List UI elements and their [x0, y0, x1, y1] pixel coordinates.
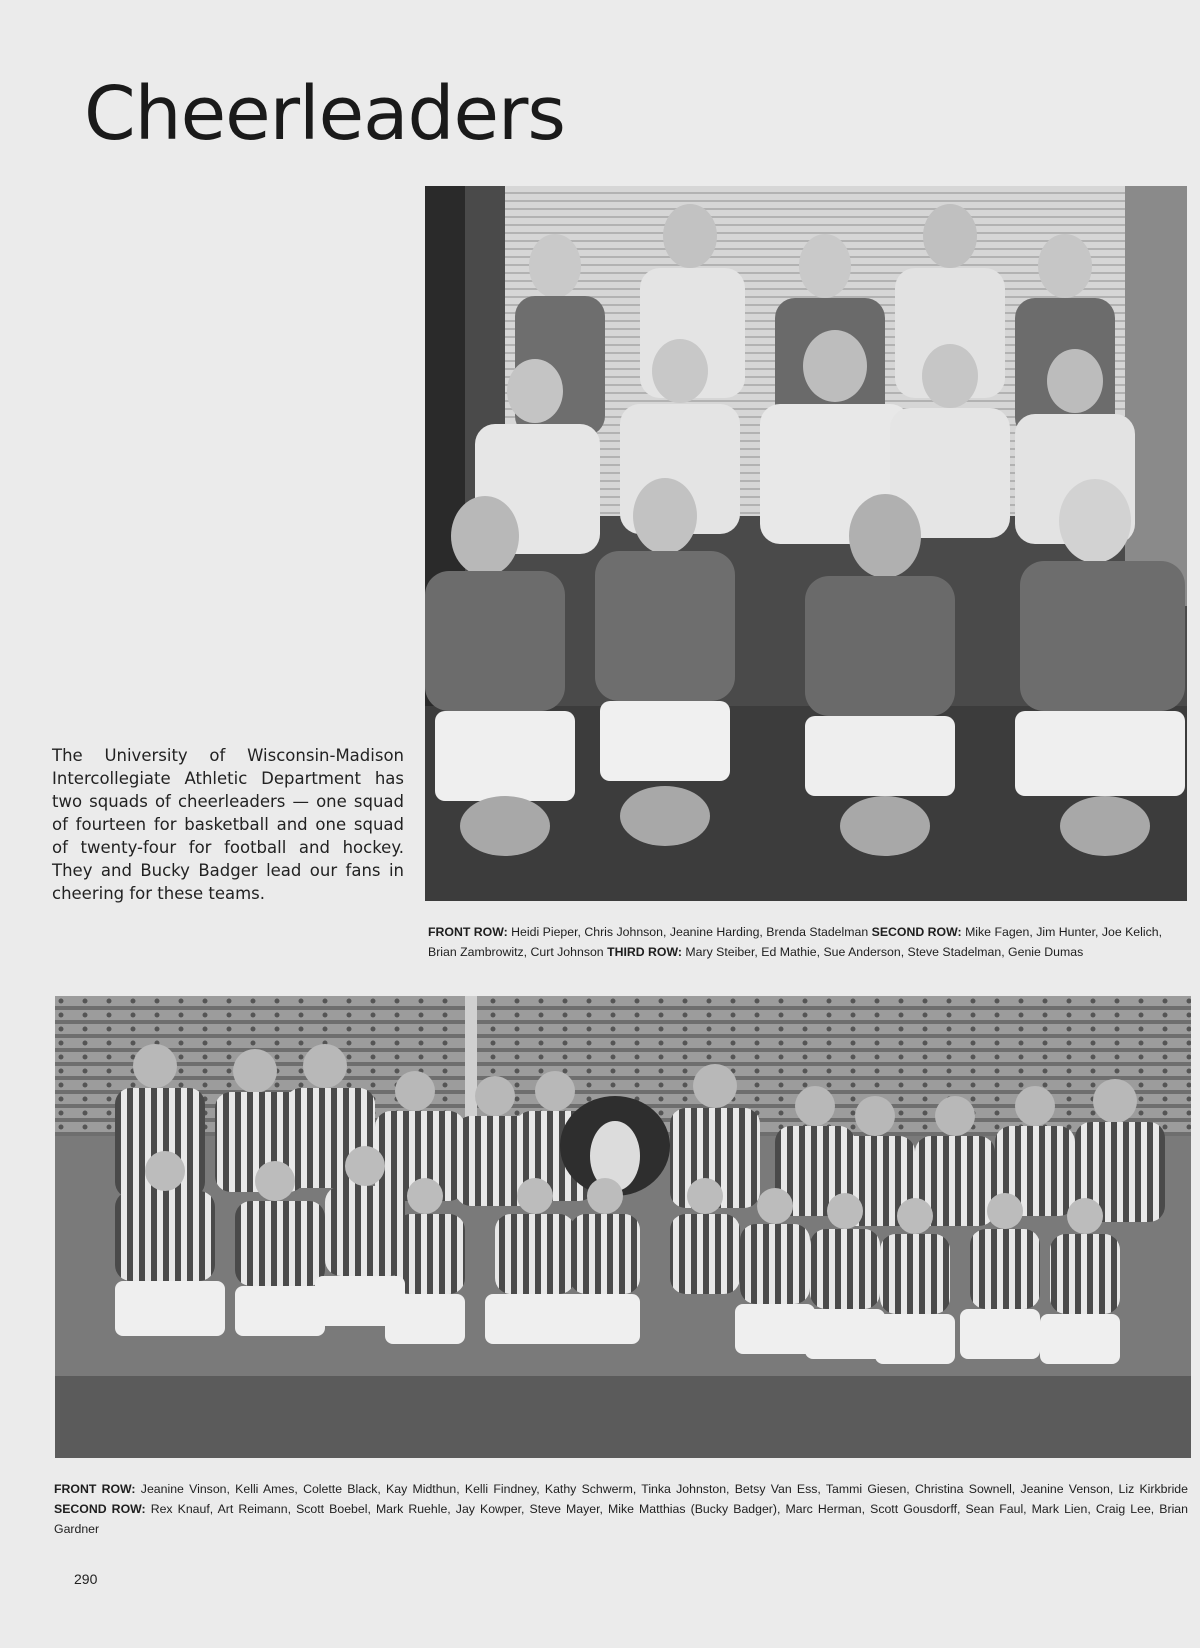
- second-row-names: Mike Fagen, Jim Hunter, Joe Kelich, Brian Zambrowitz, Curt Johnson: [428, 925, 1163, 959]
- front-row-label: FRONT ROW:: [428, 925, 508, 939]
- page-number: 290: [74, 1571, 98, 1587]
- basketball-squad-photo-illustration: [425, 186, 1187, 901]
- page-title: Cheerleaders: [84, 71, 565, 157]
- football-squad-photo-illustration: [55, 996, 1191, 1458]
- third-row-label: THIRD ROW:: [607, 945, 682, 959]
- football-squad-photo: [55, 996, 1191, 1458]
- football-squad-caption: [54, 1479, 1188, 1539]
- front-row-label: FRONT ROW:: [54, 1482, 136, 1496]
- second-row-label: SECOND ROW:: [54, 1502, 146, 1516]
- third-row-names: Mary Steiber, Ed Mathie, Sue Anderson, Steve Stadelman, Genie Dumas: [685, 945, 1084, 959]
- second-row-names: Rex Knauf, Art Reimann, Scott Boebel, Mark Ruehle, Jay Kowper, Steve Mayer, Mike Matthias (Bucky Badger), Marc Herman, Scott Gousdorff, Sean Faul, Mark Lien, Craig Lee, Brian Gardner: [54, 1502, 1188, 1536]
- second-row-label: SECOND ROW:: [871, 925, 962, 939]
- front-row-names: Jeanine Vinson, Kelli Ames, Colette Black, Kay Midthun, Kelli Findney, Kathy Schwerm, Tinka Johnston, Betsy Van Ess, Tammi Giesen, Christina Sownell, Jeanine Venson, Liz Kirkbride: [140, 1482, 1188, 1496]
- basketball-squad-caption: [428, 922, 1162, 962]
- intro-paragraph: The University of Wisconsin-Madison Intercollegiate Athletic Department has two squads of cheerleaders — one squad of fourteen for basketball and one squad of twenty-four for football and hockey. They and Bucky Badger lead our fans in cheering for these teams.: [52, 746, 404, 903]
- basketball-squad-photo: [425, 186, 1187, 901]
- front-row-names: Heidi Pieper, Chris Johnson, Jeanine Harding, Brenda Stadelman: [511, 925, 869, 939]
